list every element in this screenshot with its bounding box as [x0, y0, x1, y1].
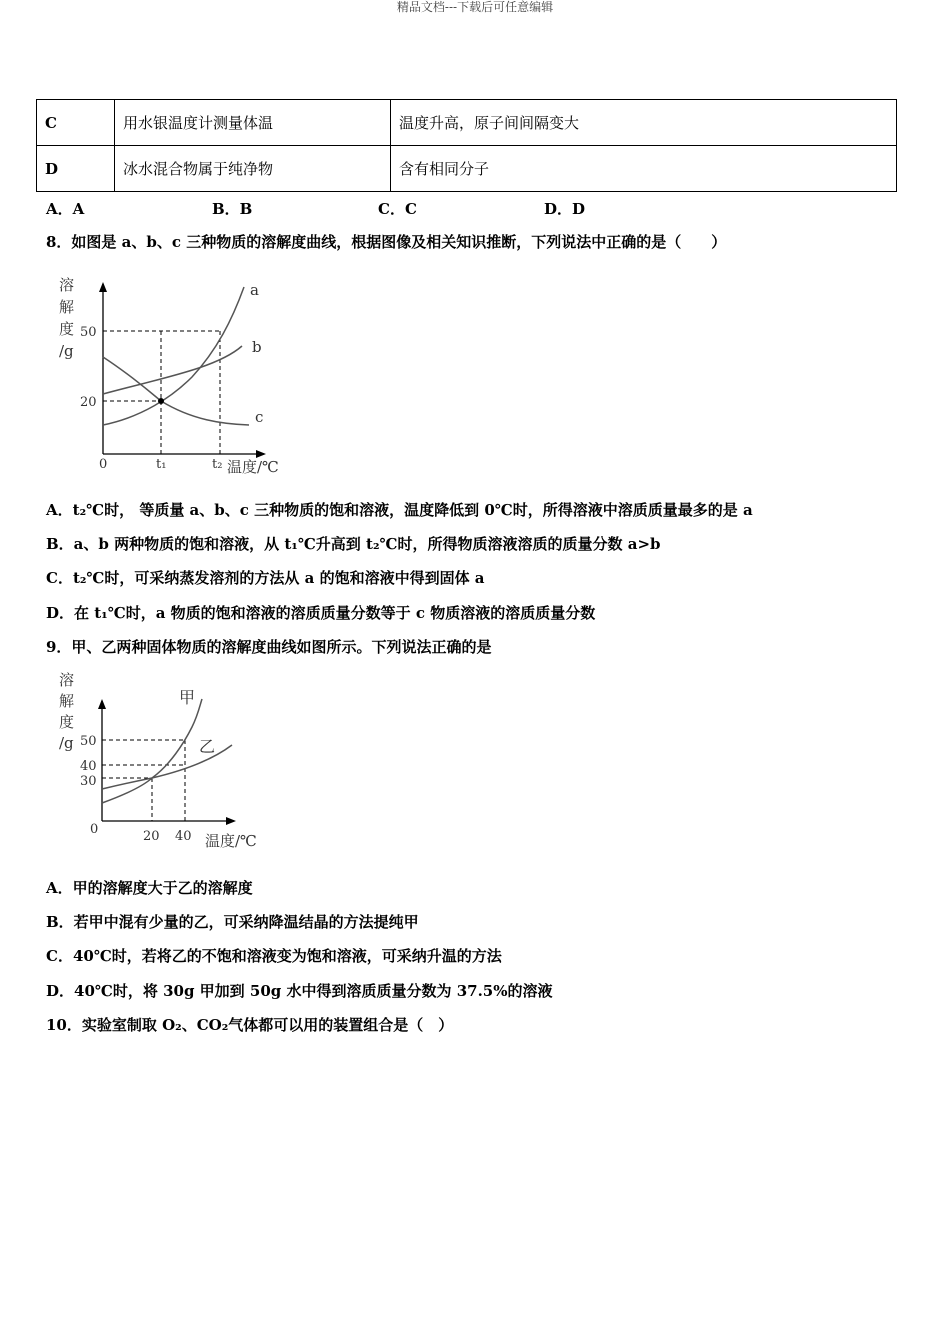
q8-option-a[interactable]: A．t₂℃时， 等质量 a、b、c 三种物质的饱和溶液，温度降低到 0℃时，所得溶液中溶质质量最多的是 a	[46, 501, 753, 519]
y-label-char: 解	[59, 692, 75, 710]
x-tick-label: 20	[143, 829, 160, 844]
x-axis-arrow	[256, 450, 266, 458]
y-label-char: /g	[59, 342, 74, 360]
options-table	[36, 99, 897, 192]
row-letter: D	[37, 146, 115, 192]
y-label-char: 解	[59, 298, 75, 316]
y-tick-label: 40	[80, 759, 97, 774]
row-letter: C	[37, 100, 115, 146]
x-axis-label: 温度/℃	[227, 458, 279, 476]
curve-label: 乙	[199, 737, 216, 756]
y-label-char: /g	[59, 734, 74, 752]
choice-d[interactable]: D．D	[544, 200, 586, 218]
y-tick-label: 30	[80, 774, 97, 789]
x-tick-label: t₂	[212, 457, 223, 472]
q9-option-a[interactable]: A．甲的溶解度大于乙的溶解度	[46, 879, 253, 897]
y-axis-arrow	[98, 699, 106, 709]
choice-b[interactable]: B．B	[212, 200, 253, 218]
y-label-char: 溶	[59, 276, 75, 294]
y-label-char: 度	[59, 713, 75, 731]
q9-option-c[interactable]: C．40℃时，若将乙的不饱和溶液变为饱和溶液，可采纳升温的方法	[46, 947, 502, 965]
curve-label: c	[255, 408, 264, 426]
x-tick-label: 0	[90, 822, 99, 837]
y-tick-label: 20	[80, 395, 97, 410]
y-tick-label: 50	[80, 325, 97, 340]
curve-label: a	[250, 281, 259, 299]
table-row	[37, 146, 897, 192]
q9-option-b[interactable]: B．若甲中混有少量的乙，可采纳降温结晶的方法提纯甲	[46, 913, 419, 931]
row-explanation: 温度升高，原子间间隔变大	[391, 100, 897, 146]
curve-b	[103, 346, 242, 394]
q8-option-b[interactable]: B．a、b 两种物质的饱和溶液，从 t₁℃升高到 t₂℃时，所得物质溶液溶质的质量分数 a>b	[46, 535, 661, 553]
row-explanation: 含有相同分子	[391, 146, 897, 192]
x-tick-label: t₁	[156, 457, 167, 472]
x-tick-label: 0	[99, 457, 108, 472]
page-header: 精品文档---下载后可任意编辑	[396, 0, 554, 14]
y-axis-arrow	[99, 282, 107, 292]
q8-option-c[interactable]: C．t₂℃时，可采纳蒸发溶剂的方法从 a 的饱和溶液中得到固体 a	[46, 569, 485, 587]
curve-label: 甲	[179, 688, 196, 707]
row-phenomenon: 冰水混合物属于纯净物	[115, 146, 391, 192]
q9-stem: 9．甲、乙两种固体物质的溶解度曲线如图所示。下列说法正确的是	[46, 638, 492, 656]
y-label-char: 度	[59, 320, 75, 338]
intersection-point	[158, 398, 164, 404]
curve-label: b	[252, 338, 262, 356]
q10-stem: 10．实验室制取 O₂、CO₂气体都可以用的装置组合是（ ）	[46, 1016, 454, 1034]
q8-option-d[interactable]: D．在 t₁℃时，a 物质的饱和溶液的溶质质量分数等于 c 物质溶液的溶质质量分数	[46, 604, 596, 622]
y-label-char: 溶	[59, 671, 75, 689]
curve-a	[103, 287, 244, 425]
x-axis-label: 温度/℃	[205, 832, 257, 850]
choice-c[interactable]: C．C	[378, 200, 417, 218]
q8-stem: 8．如图是 a、b、c 三种物质的溶解度曲线，根据图像及相关知识推断，下列说法中正确的是（ ）	[46, 233, 727, 251]
solubility-chart-jia-yi	[52, 665, 272, 855]
y-tick-label: 50	[80, 734, 97, 749]
choice-a[interactable]: A．A	[46, 200, 85, 218]
solubility-chart-abc	[52, 272, 292, 482]
q9-option-d[interactable]: D．40℃时，将 30g 甲加到 50g 水中得到溶质质量分数为 37.5%的溶液	[46, 982, 553, 1000]
table-row	[37, 100, 897, 146]
row-phenomenon: 用水银温度计测量体温	[115, 100, 391, 146]
x-tick-label: 40	[175, 829, 192, 844]
x-axis-arrow	[226, 817, 236, 825]
